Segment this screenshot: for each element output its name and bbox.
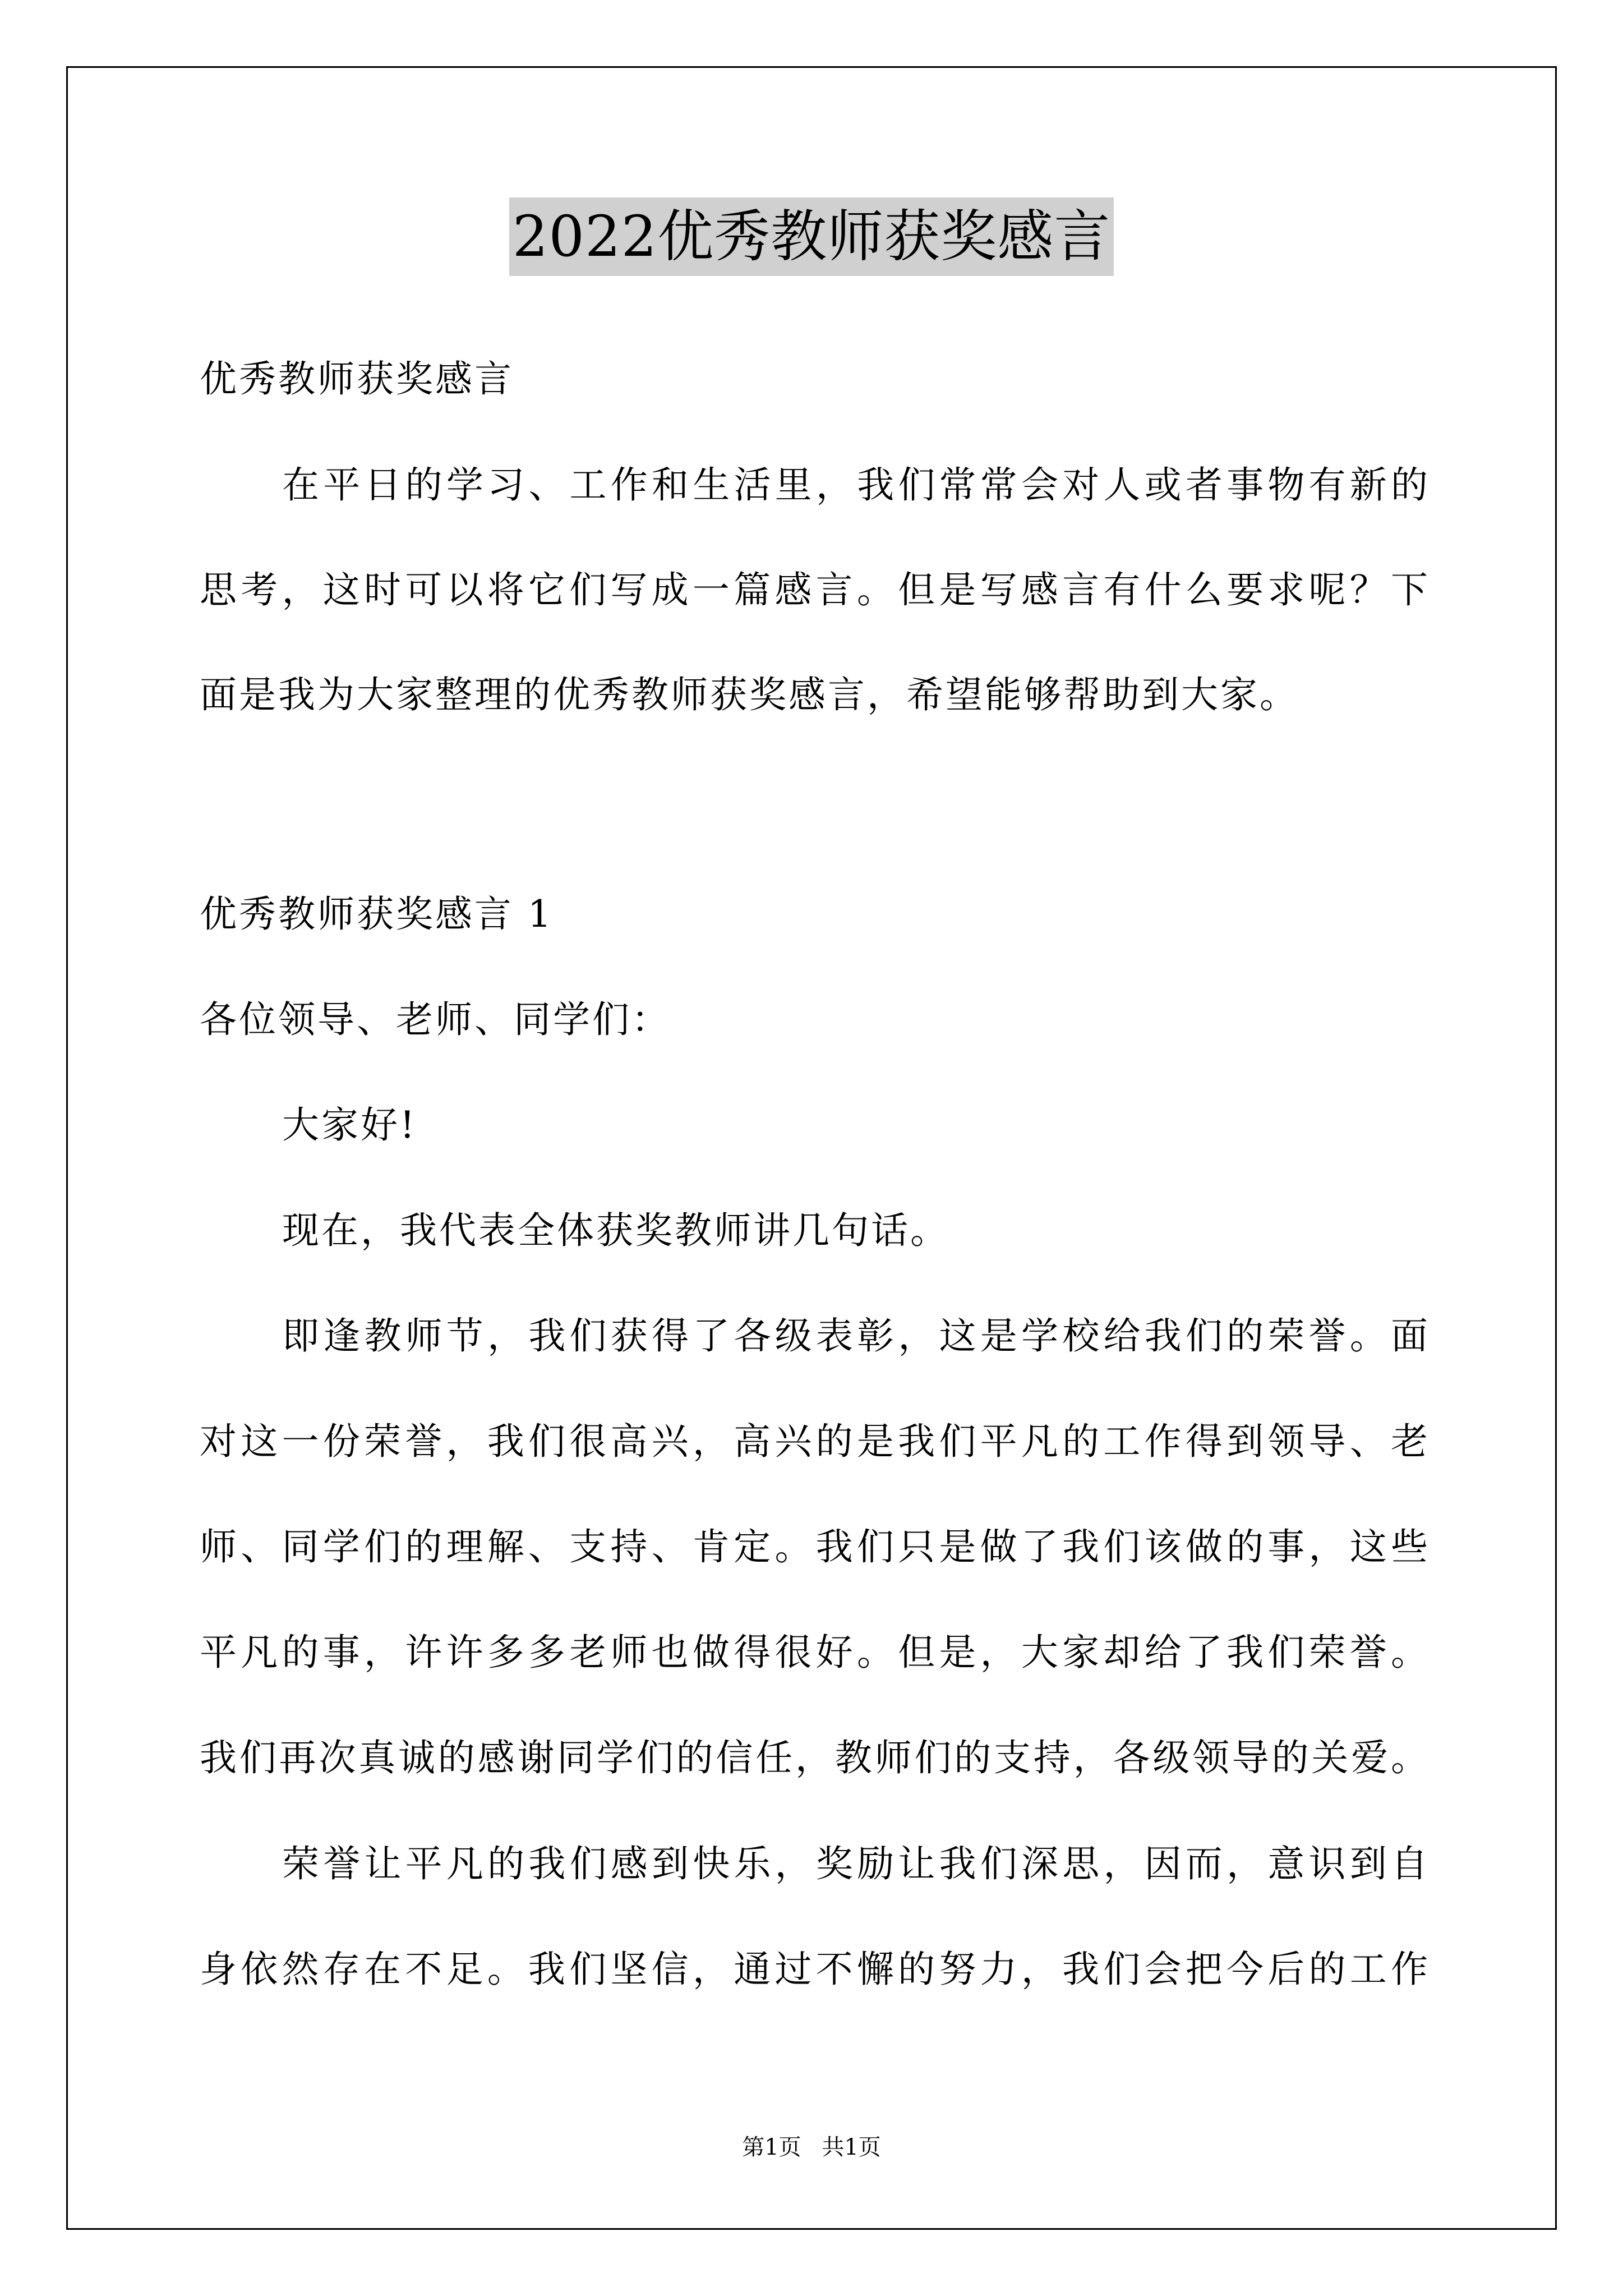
title-wrap (0, 197, 1623, 276)
paragraph-line: 荣誉让平凡的我们感到快乐，奖励让我们深思，因而，意识到自 (282, 1842, 1428, 1885)
salutation: 各位领导、老师、同学们： (200, 998, 671, 1041)
document-heading: 优秀教师获奖感言 (200, 357, 514, 401)
page-number: 第1页 (742, 2134, 801, 2160)
page-total: 共1页 (822, 2134, 881, 2160)
intro-line: 在平日的学习、工作和生活里，我们常常会对人或者事物有新的 (282, 463, 1428, 507)
paragraph-line: 即逢教师节，我们获得了各级表彰，这是学校给我们的荣誉。面 (282, 1314, 1428, 1358)
paragraph-line: 我们再次真诚的感谢同学们的信任，教师们的支持，各级领导的关爱。 (200, 1736, 1428, 1779)
section-title: 优秀教师获奖感言 1 (200, 892, 554, 936)
greeting: 大家好! (282, 1103, 417, 1147)
intro-line: 思考，这时可以将它们写成一篇感言。但是写感言有什么要求呢？下 (200, 568, 1428, 611)
paragraph-line: 对这一份荣誉，我们很高兴，高兴的是我们平凡的工作得到领导、老 (200, 1420, 1428, 1463)
paragraph-line: 身依然存在不足。我们坚信，通过不懈的努力，我们会把今后的工作 (200, 1948, 1428, 1991)
paragraph-line: 师、同学们的理解、支持、肯定。我们只是做了我们该做的事，这些 (200, 1525, 1428, 1568)
intro-line: 面是我为大家整理的优秀教师获奖感言，希望能够帮助到大家。 (200, 673, 1299, 716)
paragraph-line: 现在，我代表全体获奖教师讲几句话。 (282, 1209, 949, 1252)
paragraph-line: 平凡的事，许许多多老师也做得很好。但是，大家却给了我们荣誉。 (200, 1631, 1428, 1674)
page-footer (0, 2133, 1623, 2161)
document-title: 2022优秀教师获奖感言 (509, 197, 1114, 276)
